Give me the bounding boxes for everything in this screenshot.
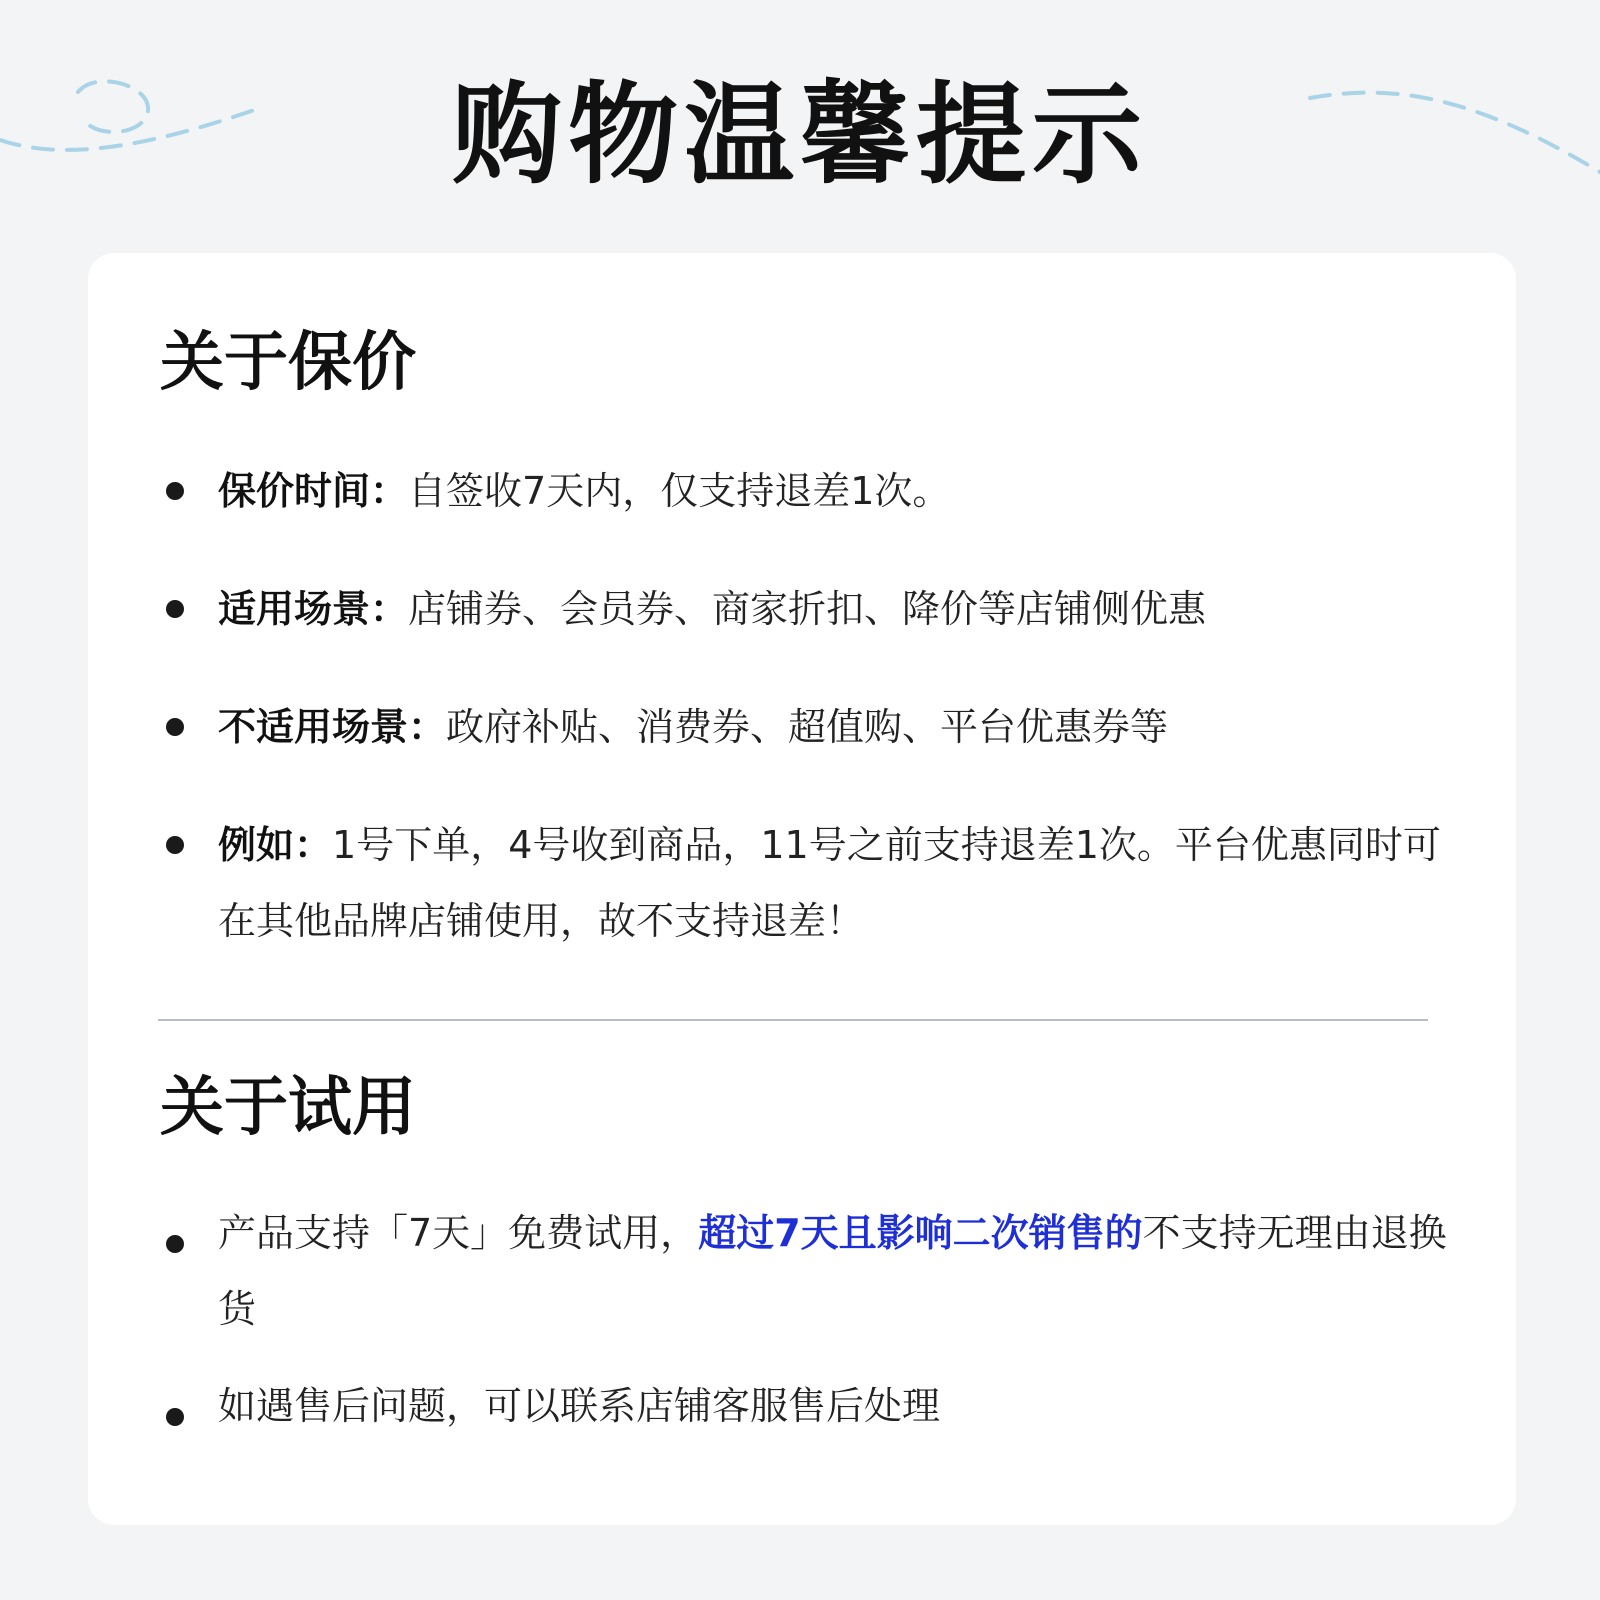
section-divider — [158, 1019, 1428, 1021]
bullet-icon — [166, 482, 184, 500]
bullet-icon — [166, 1235, 184, 1253]
item-content: 政府补贴、消费券、超值购、平台优惠券等 — [446, 705, 1169, 749]
bullet-icon — [166, 1408, 184, 1426]
item-content-tail: 不支持无理由退换货 — [218, 1211, 1447, 1331]
item-text — [218, 1195, 1458, 1347]
item-content: 如遇售后问题，可以联系店铺客服售后处理 — [218, 1384, 941, 1428]
page-title: 购物温馨提示 — [452, 71, 1148, 199]
item-text — [218, 689, 1458, 765]
item-text — [218, 453, 1458, 529]
item-content: 自签收7天内，仅支持退差1次。 — [408, 469, 951, 513]
bullet-icon — [166, 600, 184, 618]
item-text — [218, 571, 1458, 647]
item-text — [218, 807, 1458, 959]
section-title-price-protection: 关于保价 — [160, 326, 416, 400]
tips-card — [88, 253, 1516, 1525]
item-label: 例如： — [218, 823, 333, 867]
item-text — [218, 1368, 1458, 1444]
section-title-trial: 关于试用 — [160, 1071, 416, 1145]
item-label: 保价时间： — [218, 469, 409, 513]
bullet-icon — [166, 718, 184, 736]
item-content: 1号下单，4号收到商品，11号之前支持退差1次。平台优惠同时可在其他品牌店铺使用，故不支持退差！ — [218, 823, 1441, 943]
item-label: 不适用场景： — [218, 705, 447, 749]
item-content: 店铺券、会员券、商家折扣、降价等店铺侧优惠 — [408, 587, 1207, 631]
item-content: 产品支持「7天」免费试用， — [218, 1211, 699, 1255]
item-label: 适用场景： — [218, 587, 409, 631]
bullet-icon — [166, 836, 184, 854]
highlight-text: 超过7天且影响二次销售的 — [698, 1211, 1143, 1255]
